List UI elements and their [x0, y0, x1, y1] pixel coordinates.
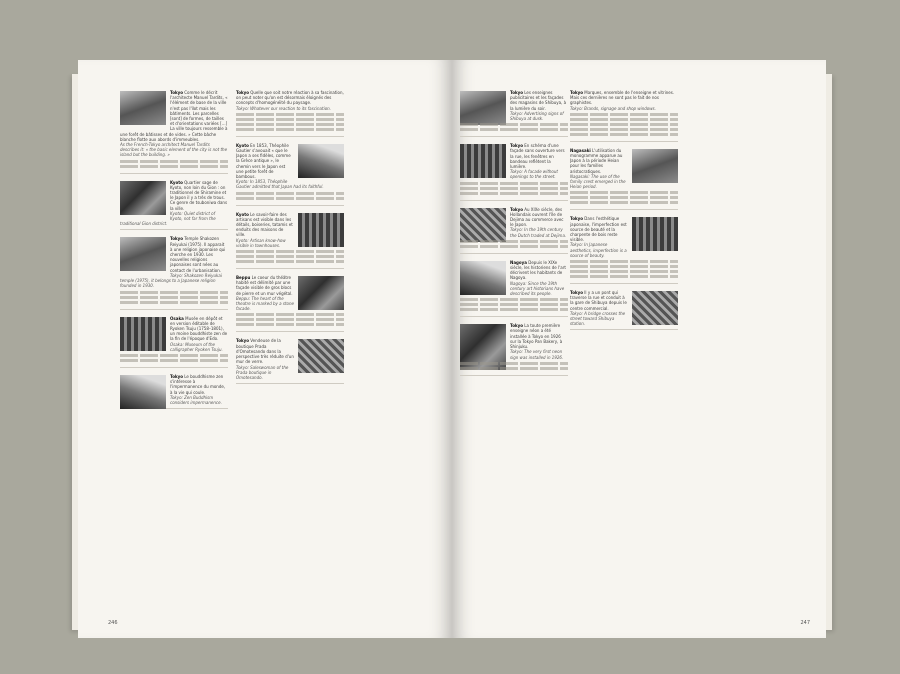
caption-text-en: As the French-Tokyo architect Manuel Tardits describes it: « the basic element of the city is not the island but the building. » [120, 142, 228, 158]
caption-text-fr: Au XIXe siècle, des Hollandais ouvrent l'île de Dejima au commerce avec le Japon. [510, 206, 564, 228]
caption-text-en: Kyoto: In 1853, Théophile Gautier admitted that Japan had its faithful. [236, 179, 324, 190]
caption-city: Kyoto [236, 211, 249, 217]
caption-text-fr: Depuis le XIXe siècle, les historiens de l'art décrivent les habitants de Nagoya. [510, 259, 566, 281]
page-number-right: 247 [800, 620, 810, 626]
caption-entry [236, 212, 344, 269]
caption-city: Tokyo [170, 236, 183, 242]
photo-thumbnail [120, 181, 166, 215]
caption-text-fr: Le savoir-faire des artisans est visible dans les détails, boiseries, tatamis et enduits des maisons de ville. [236, 211, 293, 238]
caption-city: Nagasaki [570, 147, 591, 153]
caption-city: Tokyo [236, 90, 249, 95]
caption-city: Tokyo [170, 373, 183, 379]
caption-city: Nagoya [510, 259, 527, 265]
caption-city: Beppu [236, 275, 251, 281]
caption-entry [460, 143, 568, 200]
caption-text-fr: Marques, ensemble de l'enseigne et vitrines. Mais ces dernières ne sont pas le fait de nos graphistes. [570, 90, 675, 106]
caption-text-en: Beppu: The heart of the theatre is marked by a stone facade. [236, 295, 295, 312]
caption-text-fr: Les enseignes publicitaires et les façades des magasins de Shibuya, à la lumière du soir. [510, 90, 567, 111]
caption-entry [120, 374, 228, 409]
open-book [72, 60, 832, 638]
caption-text-fr: Comme le décrit l'architecte Manuel Tardits, « l'élément de base de la ville n'est pas l'îlot mais les bâtiments. Les parcelles [sont] de formes, de tailles et d'orientations variées […] La ville toujours ressemble à une forêt de bâtisses et de vides. » Cette bâche blanche flotte aux abords d'immeubles. [120, 90, 228, 142]
caption-text-fr: La toute première enseigne néon a été installée à Tokyo en 1926 sur la Tokyo Pan Bakery, à Shinjuku. [510, 323, 563, 350]
caption-entry [570, 216, 678, 284]
left-page-column-2 [236, 90, 344, 608]
caption-text-fr: Dans l'esthétique japonaise, l'imperfection est source de beauté et la charpente de bois reste visible. [570, 216, 627, 243]
photo-thumbnail [632, 217, 678, 251]
photo-thumbnail [120, 375, 166, 409]
caption-city: Tokyo [510, 323, 523, 329]
caption-text-en: Osaka: Museum of the calligrapher Ryoken Tsuju. [170, 341, 223, 352]
caption-text-en: Tokyo: Brands, signage and shop windows. [570, 105, 656, 111]
caption-text-en: Tokyo: In Japanese aesthetics, imperfection is a source of beauty. [570, 242, 627, 258]
photo-thumbnail [460, 144, 506, 178]
caption-text-en: Tokyo: Zen Buddhism considers impermanence. [170, 394, 222, 405]
photo-thumbnail [460, 91, 506, 125]
caption-city: Tokyo [170, 90, 183, 95]
right-page-column-2 [570, 90, 678, 608]
photo-thumbnail [460, 208, 506, 242]
caption-city: Osaka [170, 315, 184, 321]
left-page-column-1 [120, 90, 228, 608]
photo-thumbnail [298, 339, 344, 373]
caption-text-fr: Quartier sage de Kyoto, non loin du Gion : on traditionnel de Shiramine et le Japon il y a très de trous. Ce genre de tsuboniwa dans la ville. [170, 179, 228, 211]
caption-city: Tokyo [570, 90, 583, 95]
caption-entry [460, 260, 568, 317]
caption-text-en: Kyoto: Quiet district of Kyoto, not far from the traditional Gion district. [120, 210, 216, 227]
caption-text-en: Tokyo: A bridge crosses the street toward Shibuya station. [570, 310, 626, 327]
photo-thumbnail [298, 276, 344, 310]
caption-city: Tokyo [510, 206, 523, 212]
caption-text-en: Kyoto: Artisan know-how visible in townhouses. [236, 237, 286, 248]
caption-entry [570, 148, 678, 211]
caption-entry [236, 275, 344, 332]
page-number-left: 246 [108, 620, 118, 626]
caption-text-en: Tokyo: The very first neon sign was installed in 1926. [510, 349, 564, 360]
caption-entry [570, 90, 678, 142]
caption-text-fr: Le bouddhisme zen s'intéresse à l'impermanence du monde, à la vie qui coule. [170, 373, 226, 395]
caption-text-fr: Vendeuse de la boutique Prada d'Omotesando dans la perspective très réduite d'un mur de verre. [236, 338, 294, 365]
caption-entry [460, 90, 568, 137]
caption-entry [460, 323, 568, 375]
caption-text-en: Nagoya: Since the 19th century art historians have described its people. [510, 280, 565, 297]
caption-entry [460, 207, 568, 254]
caption-text-fr: Temple Shakozen Reiyukai (1975). Il apparait à une religion japonaise qui cherche en 1930. Les nouvelles religions japonaises sont nées au contact de l'urbanisation. [170, 236, 226, 273]
caption-text-en: Nagasaki: The use of the family crest emerged in the Heian period. [570, 173, 626, 190]
caption-text-fr: Musée en dépôt et en version éditable de Ryoken Tsuju (1758–1801), un moine bouddhiste zen de la fin de l'époque d'Edo. [170, 315, 228, 342]
photo-thumbnail [632, 149, 678, 183]
caption-city: Tokyo [510, 143, 523, 149]
left-page [78, 60, 452, 638]
photo-thumbnail [632, 291, 678, 325]
caption-text-fr: Il y a un pont qui traverse la rue et conduit à la gare de Shibuya depuis le centre commercial. [570, 290, 627, 311]
caption-text-fr: L'utilisation du monogramme apparue au Japon à la période Heian pour les familles aristocratiques. [570, 147, 623, 174]
photo-thumbnail [460, 261, 506, 295]
caption-text-en: Tokyo: Whatever our reaction to its fascination. [236, 105, 331, 111]
caption-text-en: Tokyo: A facade without openings to the street. [510, 169, 558, 180]
photo-thumbnail [120, 91, 166, 125]
photo-thumbnail [298, 213, 344, 247]
caption-entry [120, 180, 228, 231]
caption-entry [120, 236, 228, 309]
caption-entry [236, 338, 344, 384]
caption-text-fr: Le coeur du théâtre habité est délimité par une façade visible de gros blocs de pierre et un mur végétal. [236, 275, 293, 296]
caption-text-en: Tokyo: Saleswoman of the Prada boutique in Omotesando. [236, 364, 289, 380]
caption-text-en: Tokyo: Advertising signs of Shibuya at dusk. [510, 110, 564, 122]
caption-text-en: Tokyo: Shakozen Reiyukai temple (1975), it belongs to a Japanese religion founded in 1930. [120, 272, 222, 289]
caption-city: Kyoto [170, 179, 183, 185]
photo-thumbnail [120, 237, 166, 271]
caption-text-fr: Quelle que soit notre réaction à sa fascination, on peut noter qu'on est désormais éloignés des concepts d'homogénéité du paysage. [236, 90, 344, 106]
photo-thumbnail [298, 144, 344, 178]
caption-city: Tokyo [570, 290, 583, 296]
caption-text-fr: En schéma d'une façade sans ouverture vers la rue, les fenêtres en bandeau reflètent la lumière. [510, 143, 565, 170]
photo-thumbnail [120, 317, 166, 351]
caption-text-en: Tokyo: In the 19th century the Dutch traded at Dejima. [510, 227, 567, 238]
caption-city: Tokyo [570, 216, 583, 222]
right-page [452, 60, 826, 638]
caption-entry [120, 90, 228, 174]
caption-entry [570, 290, 678, 330]
caption-city: Kyoto [236, 142, 249, 148]
caption-city: Tokyo [510, 90, 523, 95]
caption-entry [236, 143, 344, 206]
caption-entry [236, 90, 344, 137]
caption-city: Tokyo [236, 338, 249, 344]
caption-entry [120, 316, 228, 368]
right-page-column-1 [460, 90, 568, 608]
caption-text-fr: En 1853, Théophile Gautier s'avouait « que le Japon a ses fidèles, comme la Grèce antique », le chemin vers le Japon est une petite forêt de bambous. [236, 142, 291, 180]
